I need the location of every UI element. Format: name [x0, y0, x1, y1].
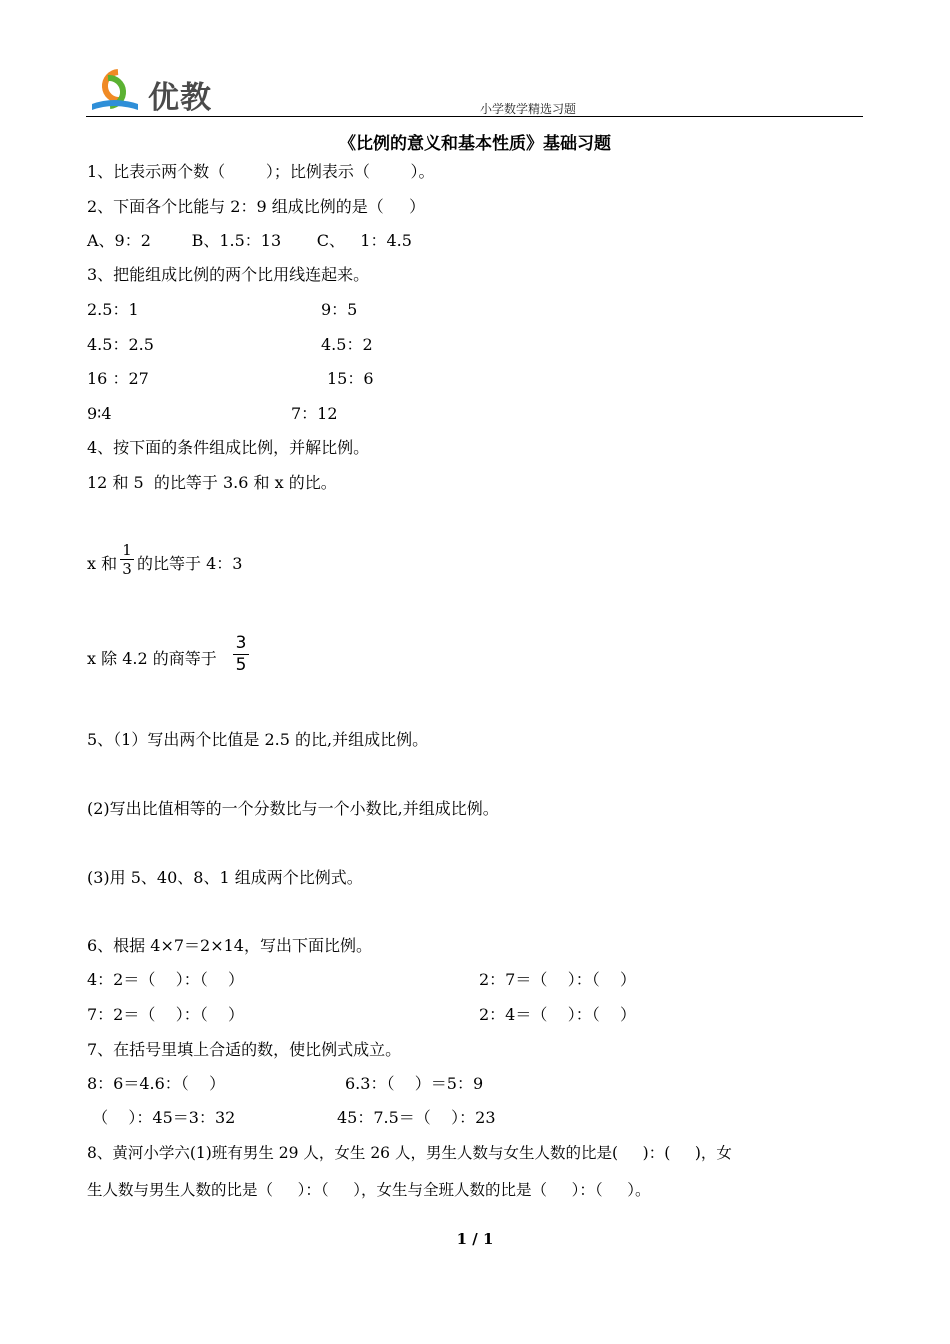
fraction-numerator: 3 [235, 633, 247, 653]
fraction-numerator: 1 [122, 541, 132, 559]
q3-left-item: 2.5：1 [87, 300, 139, 319]
q3-right-item: 7：12 [291, 404, 338, 423]
q3-left-item: 16 ：27 [87, 369, 149, 388]
q3-left-item: 4.5：2.5 [87, 335, 154, 354]
question-8-line-2: 生人数与男生人数的比是（ ）：（ ），女生与全班人数的比是（ ）：（ ）。 [87, 1181, 651, 1199]
q6-blank-left-2: 7：2＝（ ）：（ ） [87, 1005, 245, 1024]
fraction-denominator: 3 [122, 560, 132, 578]
header-divider [86, 116, 863, 117]
q3-left-item: 9∶4 [87, 404, 112, 423]
question-5-part-1: 5、（1）写出两个比值是 2.5 的比,并组成比例。 [87, 730, 429, 749]
question-8-line-1: 8、黄河小学六(1)班有男生 29 人，女生 26 人，男生人数与女生人数的比是( )：( )，女 [87, 1144, 732, 1162]
fraction-one-third [120, 542, 134, 577]
q7-blank-right-2: 45：7.5＝（ ）：23 [337, 1108, 496, 1127]
q6-blank-left-1: 4：2＝（ ）：（ ） [87, 970, 245, 989]
question-1: 1、比表示两个数（ ）；比例表示（ ）。 [87, 162, 435, 181]
header-subtitle: 小学数学精选习题 [480, 102, 577, 116]
q4-item-b-suffix: 的比等于 4：3 [137, 554, 243, 573]
fraction-denominator: 5 [235, 655, 247, 675]
q4-item-b-prefix: x 和 [87, 554, 118, 573]
q7-blank-right-1: 6.3：（ ）＝5：9 [345, 1074, 484, 1093]
q3-right-item: 9：5 [321, 300, 358, 319]
q6-blank-right-1: 2：7＝（ ）：（ ） [479, 970, 637, 989]
question-2: 2、下面各个比能与 2：9 组成比例的是（ ） [87, 197, 426, 216]
fraction-three-fifths [233, 634, 249, 675]
q7-blank-left-1: 8：6＝4.6：（ ） [87, 1074, 226, 1093]
question-7: 7、在括号里填上合适的数，使比例式成立。 [87, 1040, 402, 1059]
q7-blank-left-2: （ ）：45＝3：32 [87, 1108, 236, 1127]
q3-right-item: 4.5：2 [321, 335, 373, 354]
question-5-part-2: (2)写出比值相等的一个分数比与一个小数比,并组成比例。 [87, 799, 499, 818]
q6-blank-right-2: 2：4＝（ ）：（ ） [479, 1005, 637, 1024]
question-3: 3、把能组成比例的两个比用线连起来。 [87, 265, 370, 284]
question-4: 4、按下面的条件组成比例，并解比例。 [87, 438, 370, 457]
q4-item-c-prefix: x 除 4.2 的商等于 [87, 649, 217, 668]
question-6: 6、根据 4×7＝2×14，写出下面比例。 [87, 936, 372, 955]
page-title: 《比例的意义和基本性质》基础习题 [339, 134, 611, 154]
question-2-options: A、9：2 B、1.5：13 C、 1：4.5 [87, 231, 412, 250]
q3-right-item: 15：6 [327, 369, 374, 388]
q4-item-a: 12 和 5 的比等于 3.6 和 x 的比。 [87, 473, 337, 492]
logo-text: 优教 [148, 80, 212, 116]
question-5-part-3: (3)用 5、40、8、1 组成两个比例式。 [87, 868, 363, 887]
page-number: 1 / 1 [456, 1230, 494, 1248]
